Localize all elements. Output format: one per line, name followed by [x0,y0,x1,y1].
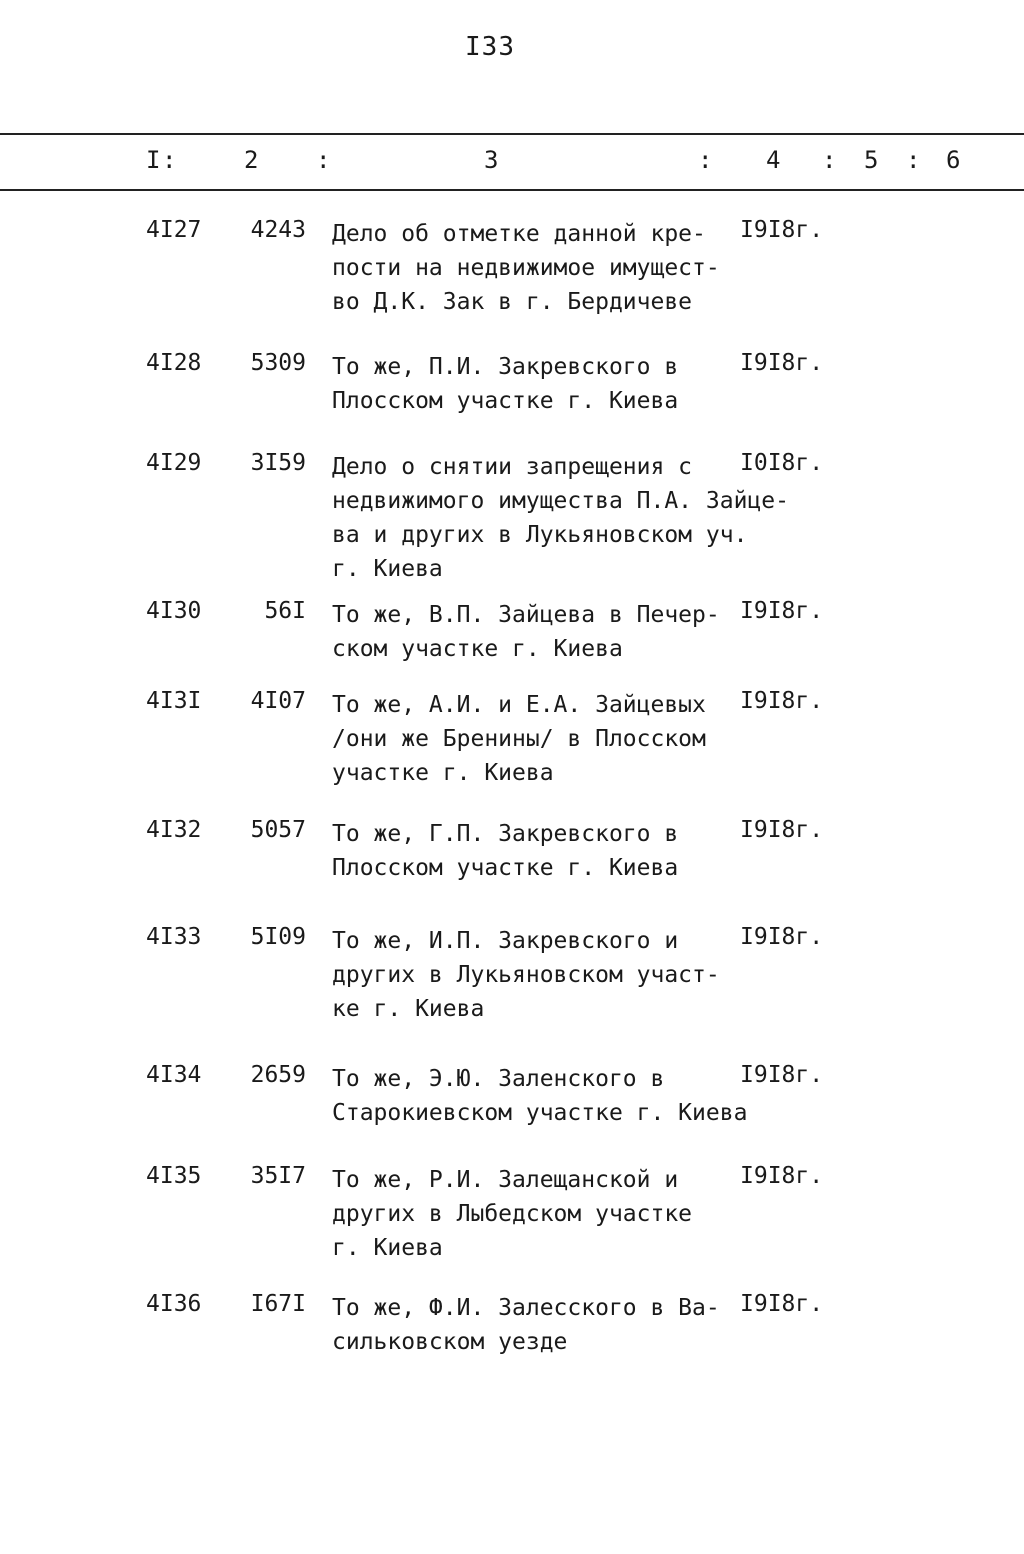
item-number: 4I32 [146,817,202,843]
col-1-label: I [146,146,161,174]
item-description [332,817,742,885]
description-line: Старокиевском участке г. Киева [332,1100,748,1126]
description-line: Дело об отметке данной кре- [332,221,706,247]
fund-number: 4I07 [250,688,306,714]
item-year: I9I8г. [740,688,824,714]
col-2-label: 2 [244,146,259,174]
description-line: То же, И.П. Закревского и [332,928,679,954]
item-number: 4I35 [146,1163,202,1189]
item-number: 4I30 [146,598,202,624]
item-year: I9I8г. [740,1163,824,1189]
fund-number: 3I59 [250,450,306,476]
fund-number: 5309 [250,350,306,376]
description-line: других в Лыбедском участке [332,1201,693,1227]
item-number: 4I28 [146,350,202,376]
item-year: I9I8г. [740,350,824,376]
description-line: других в Лукьяновском участ- [332,962,720,988]
description-line: То же, Э.Ю. Заленского в [332,1066,665,1092]
description-line: ке г. Киева [332,996,485,1022]
item-year: I9I8г. [740,217,824,243]
item-year: I0I8г. [740,450,824,476]
column-header [0,146,1024,182]
col-3-sep: : [698,146,713,174]
fund-number: 2659 [250,1062,306,1088]
item-number: 4I33 [146,924,202,950]
col-4-label: 4 [766,146,781,174]
item-year: I9I8г. [740,924,824,950]
description-line: То же, П.И. Закревского в [332,354,679,380]
col-6-label: 6 [946,146,961,174]
item-year: I9I8г. [740,1291,824,1317]
col-5-sep: : [906,146,921,174]
col-5-label: 5 [864,146,879,174]
col-2-sep: : [316,146,331,174]
item-description [332,217,742,319]
description-line: /они же Бренины/ в Плосском [332,726,706,752]
item-number: 4I34 [146,1062,202,1088]
item-description [332,1163,742,1265]
description-line: ва и других в Лукьяновском уч. [332,522,748,548]
description-line: ском участке г. Киева [332,636,623,662]
col-3-label: 3 [484,146,499,174]
item-year: I9I8г. [740,817,824,843]
item-description [332,1062,748,1130]
description-line: Плосском участке г. Киева [332,855,679,881]
description-line: То же, Р.И. Залещанской и [332,1167,679,1193]
item-year: I9I8г. [740,1062,824,1088]
description-line: То же, Ф.И. Залесского в Ва- [332,1295,720,1321]
description-line: То же, В.П. Зайцева в Печер- [332,602,720,628]
description-line: г. Киева [332,1235,443,1261]
description-line: участке г. Киева [332,760,554,786]
item-description [332,1291,742,1359]
description-line: недвижимого имущества П.А. Зайце- [332,488,789,514]
description-line: сильковском уезде [332,1329,568,1355]
item-number: 4I3I [146,688,202,714]
fund-number: 4243 [250,217,306,243]
fund-number: 5057 [250,817,306,843]
item-number: 4I27 [146,217,202,243]
page-number: I33 [465,32,515,62]
item-number: 4I36 [146,1291,202,1317]
item-description [332,688,742,790]
item-description [332,598,742,666]
header-rule-bottom [0,189,1024,191]
description-line: во Д.К. Зак в г. Бердичеве [332,289,693,315]
item-description [332,350,742,418]
item-year: I9I8г. [740,598,824,624]
description-line: г. Киева [332,556,443,582]
item-description [332,924,742,1026]
col-4-sep: : [822,146,837,174]
fund-number: 56I [264,598,306,624]
fund-number: I67I [250,1291,306,1317]
col-1-sep: : [162,146,177,174]
header-rule-top [0,133,1024,135]
description-line: То же, Г.П. Закревского в [332,821,679,847]
fund-number: 35I7 [250,1163,306,1189]
fund-number: 5I09 [250,924,306,950]
item-number: 4I29 [146,450,202,476]
description-line: Плосском участке г. Киева [332,388,679,414]
description-line: То же, А.И. и Е.А. Зайцевых [332,692,706,718]
description-line: пости на недвижимое имущест- [332,255,720,281]
description-line: Дело о снятии запрещения с [332,454,693,480]
